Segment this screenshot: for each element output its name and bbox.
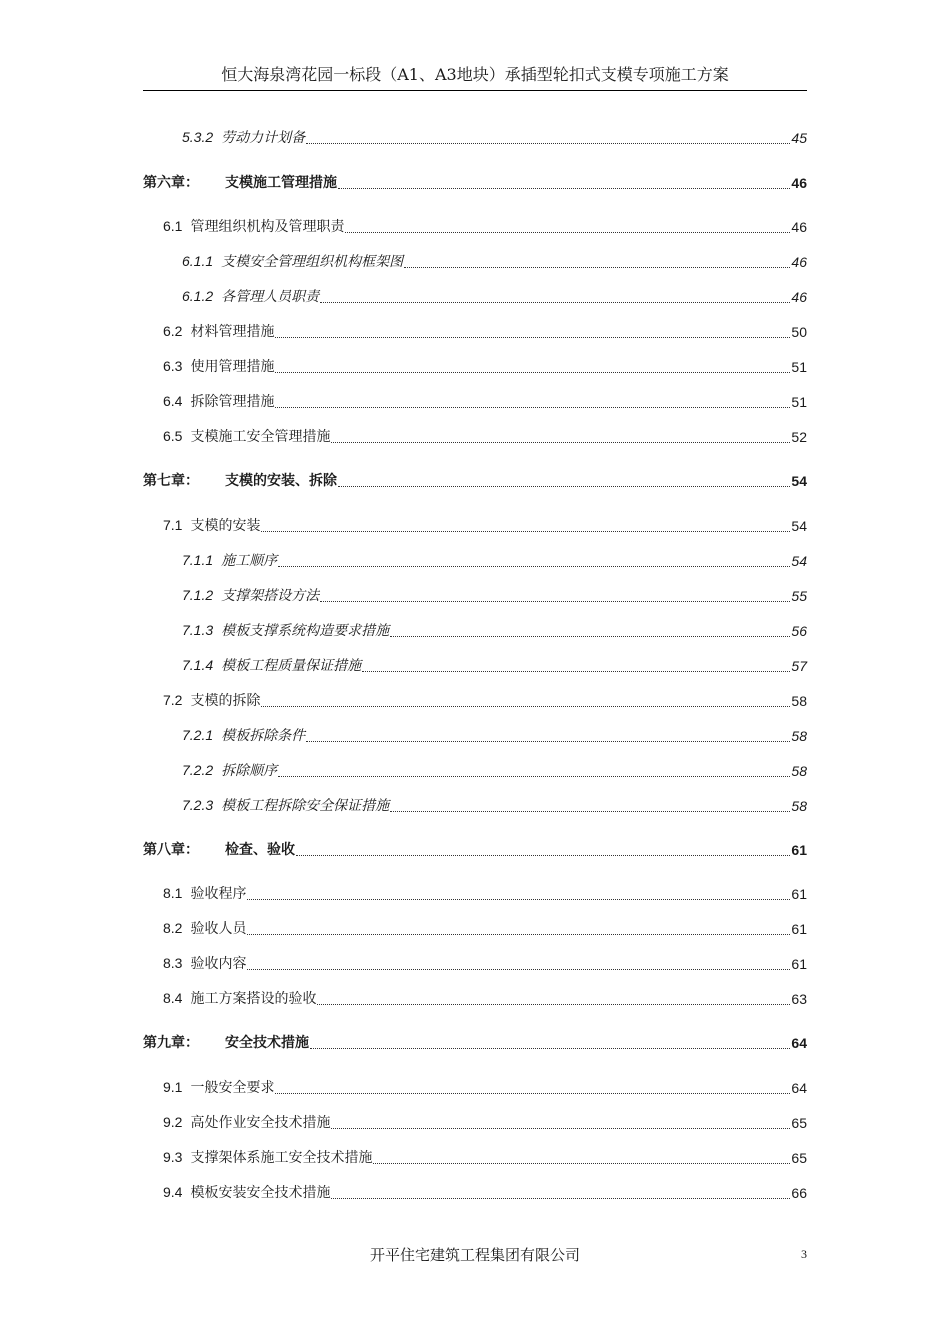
toc-entry-title: 模板工程拆除安全保证措施	[221, 798, 390, 814]
toc-entry-page: 46	[791, 254, 807, 270]
toc-entry[interactable]	[143, 985, 807, 1009]
toc-chapter-entry[interactable]	[143, 169, 807, 193]
toc-dot-leader	[306, 740, 790, 742]
toc-dot-leader	[247, 933, 790, 935]
toc-entry[interactable]	[143, 318, 807, 342]
toc-entry[interactable]	[143, 124, 807, 148]
toc-dot-leader	[306, 142, 790, 144]
toc-entry-label	[143, 172, 337, 193]
toc-entry[interactable]	[143, 353, 807, 377]
toc-entry-number: 6.4	[163, 393, 183, 409]
toc-entry-title: 材料管理措施	[190, 324, 275, 340]
toc-dot-leader	[261, 705, 790, 707]
toc-entry-number: 6.1.1	[182, 253, 214, 269]
footer-company: 开平住宅建筑工程集团有限公司	[369, 1246, 580, 1264]
toc-entry[interactable]	[143, 880, 807, 904]
toc-entry-page: 46	[791, 175, 807, 191]
toc-entry-page: 46	[791, 219, 807, 235]
toc-entry[interactable]	[143, 950, 807, 974]
toc-entry[interactable]	[143, 248, 807, 272]
toc-entry[interactable]	[143, 283, 807, 307]
toc-entry-page: 58	[791, 693, 807, 709]
toc-entry-page: 54	[791, 553, 807, 569]
toc-dot-leader	[390, 810, 790, 812]
toc-chapter-entry[interactable]	[143, 467, 807, 491]
toc-entry-page: 58	[791, 798, 807, 814]
toc-dot-leader	[390, 635, 790, 637]
toc-entry-title: 使用管理措施	[190, 359, 275, 375]
toc-dot-leader	[320, 600, 790, 602]
toc-entry-number: 8.4	[163, 990, 183, 1006]
toc-entry-title: 劳动力计划备	[221, 130, 306, 146]
toc-entry[interactable]	[143, 687, 807, 711]
toc-entry-title: 验收程序	[190, 886, 247, 902]
toc-entry-page: 50	[791, 324, 807, 340]
toc-dot-leader	[331, 441, 790, 443]
toc-entry-label	[143, 470, 337, 491]
toc-entry-title: 管理组织机构及管理职责	[190, 219, 345, 235]
toc-entry-number: 7.2.1	[182, 727, 214, 743]
toc-entry-title: 施工顺序	[221, 553, 278, 569]
toc-dot-leader	[317, 1003, 790, 1005]
toc-dot-leader	[310, 1047, 790, 1049]
toc-entry[interactable]	[143, 547, 807, 571]
toc-dot-leader	[345, 231, 790, 233]
toc-entry-number: 7.2	[163, 692, 183, 708]
document-title: 恒大海泉湾花园一标段（A1、A3地块）承插型轮扣式支模专项施工方案	[221, 65, 729, 84]
toc-entry-label	[182, 127, 305, 148]
toc-dot-leader	[362, 670, 790, 672]
page-number: 3	[801, 1247, 807, 1261]
toc-entry-page: 64	[791, 1080, 807, 1096]
toc-entry-label	[182, 725, 305, 746]
toc-entry-page: 58	[791, 728, 807, 744]
toc-entry-page: 64	[791, 1035, 807, 1051]
toc-entry-number: 7.1.3	[182, 622, 214, 638]
toc-entry-page: 51	[791, 359, 807, 375]
toc-entry[interactable]	[143, 213, 807, 237]
toc-entry-label	[163, 391, 274, 412]
toc-entry-label	[182, 585, 319, 606]
toc-entry-page: 57	[791, 658, 807, 674]
toc-entry[interactable]	[143, 1074, 807, 1098]
toc-dot-leader	[247, 898, 790, 900]
toc-entry-page: 51	[791, 394, 807, 410]
toc-entry-label	[163, 1112, 330, 1133]
toc-entry-title: 一般安全要求	[190, 1080, 275, 1096]
toc-dot-leader	[261, 530, 790, 532]
toc-entry-label	[182, 620, 389, 641]
toc-dot-leader	[331, 1197, 790, 1199]
toc-entry-number: 8.1	[163, 885, 183, 901]
toc-entry-title: 拆除顺序	[221, 763, 278, 779]
toc-entry-title: 模板工程质量保证措施	[221, 658, 362, 674]
toc-entry-label	[163, 216, 344, 237]
toc-entry-page: 61	[791, 921, 807, 937]
toc-entry-title: 支模的拆除	[190, 693, 261, 709]
toc-entry-label	[182, 251, 403, 272]
toc-entry[interactable]	[143, 1179, 807, 1203]
toc-dot-leader	[404, 266, 790, 268]
toc-dot-leader	[373, 1162, 790, 1164]
toc-entry[interactable]	[143, 722, 807, 746]
toc-entry-label	[163, 690, 260, 711]
toc-entry-title: 模板支撑系统构造要求措施	[221, 623, 390, 639]
toc-chapter-entry[interactable]	[143, 836, 807, 860]
toc-entry[interactable]	[143, 617, 807, 641]
toc-entry-number: 第八章：	[143, 841, 199, 857]
toc-entry-title: 拆除管理措施	[190, 394, 275, 410]
toc-entry-label	[182, 795, 389, 816]
page-header	[143, 64, 807, 91]
toc-dot-leader	[278, 775, 790, 777]
toc-entry-title: 模板安装安全技术措施	[190, 1185, 331, 1201]
toc-entry-title: 支模施工管理措施	[225, 175, 337, 191]
toc-entry-number: 第六章：	[143, 174, 199, 190]
toc-entry-number: 7.1	[163, 517, 183, 533]
toc-entry-number: 7.1.4	[182, 657, 214, 673]
toc-entry-label	[163, 883, 246, 904]
toc-entry-number: 6.3	[163, 358, 183, 374]
toc-entry-page: 61	[791, 956, 807, 972]
toc-entry-number: 6.1	[163, 218, 183, 234]
toc-entry-page: 66	[791, 1185, 807, 1201]
toc-entry-title: 模板拆除条件	[221, 728, 306, 744]
toc-entry-label	[163, 988, 316, 1009]
toc-entry-page: 54	[791, 473, 807, 489]
toc-entry-number: 第九章：	[143, 1034, 199, 1050]
toc-dot-leader	[331, 1127, 790, 1129]
toc-entry-page: 63	[791, 991, 807, 1007]
toc-entry-label	[163, 1182, 330, 1203]
toc-dot-leader	[275, 371, 790, 373]
toc-entry-number: 7.2.3	[182, 797, 214, 813]
toc-entry-page: 65	[791, 1150, 807, 1166]
toc-entry-title: 支模的安装	[190, 518, 261, 534]
toc-entry-title: 检查、验收	[225, 842, 295, 858]
toc-entry[interactable]	[143, 512, 807, 536]
toc-entry[interactable]	[143, 1109, 807, 1133]
toc-entry-page: 56	[791, 623, 807, 639]
toc-entry-number: 第七章：	[143, 472, 199, 488]
toc-entry-page: 65	[791, 1115, 807, 1131]
toc-entry[interactable]	[143, 1144, 807, 1168]
toc-entry-number: 9.1	[163, 1079, 183, 1095]
toc-dot-leader	[278, 565, 790, 567]
toc-dot-leader	[296, 854, 790, 856]
toc-entry[interactable]	[143, 915, 807, 939]
toc-entry[interactable]	[143, 582, 807, 606]
toc-entry-label	[182, 550, 277, 571]
toc-entry-title: 各管理人员职责	[221, 289, 320, 305]
toc-entry-number: 5.3.2	[182, 129, 214, 145]
toc-entry-label	[163, 356, 274, 377]
toc-entry-label	[163, 918, 246, 939]
toc-entry-number: 6.5	[163, 428, 183, 444]
toc-entry-number: 7.1.2	[182, 587, 214, 603]
toc-entry-page: 55	[791, 588, 807, 604]
toc-entry-label	[182, 760, 277, 781]
toc-entry-label	[163, 321, 274, 342]
toc-entry-label	[163, 426, 330, 447]
toc-entry-page: 54	[791, 518, 807, 534]
toc-entry-number: 9.2	[163, 1114, 183, 1130]
toc-entry-label	[163, 515, 260, 536]
toc-entry-title: 支撑架体系施工安全技术措施	[190, 1150, 373, 1166]
toc-entry[interactable]	[143, 388, 807, 412]
toc-entry-title: 高处作业安全技术措施	[190, 1115, 331, 1131]
toc-entry-number: 6.1.2	[182, 288, 214, 304]
toc-dot-leader	[275, 406, 790, 408]
toc-entry-number: 9.3	[163, 1149, 183, 1165]
toc-chapter-entry[interactable]	[143, 1029, 807, 1053]
toc-dot-leader	[338, 485, 790, 487]
toc-entry-number: 8.2	[163, 920, 183, 936]
toc-entry-page: 52	[791, 429, 807, 445]
toc-dot-leader	[275, 1092, 790, 1094]
toc-entry-title: 支模施工安全管理措施	[190, 429, 331, 445]
toc-entry[interactable]	[143, 792, 807, 816]
toc-entry-number: 7.2.2	[182, 762, 214, 778]
toc-entry[interactable]	[143, 757, 807, 781]
toc-entry-title: 支模安全管理组织机构框架图	[221, 254, 404, 270]
toc-entry-page: 61	[791, 842, 807, 858]
toc-entry-title: 安全技术措施	[225, 1035, 309, 1051]
toc-dot-leader	[320, 301, 790, 303]
toc-entry-label	[163, 1077, 274, 1098]
toc-entry-title: 支撑架搭设方法	[221, 588, 320, 604]
toc-entry-number: 6.2	[163, 323, 183, 339]
toc-entry-page: 46	[791, 289, 807, 305]
toc-entry-title: 验收内容	[190, 956, 247, 972]
toc-dot-leader	[275, 336, 790, 338]
toc-entry-label	[143, 839, 295, 860]
toc-entry-title: 支模的安装、拆除	[225, 473, 337, 489]
toc-entry-number: 9.4	[163, 1184, 183, 1200]
toc-entry-title: 施工方案搭设的验收	[190, 991, 317, 1007]
toc-dot-leader	[247, 968, 790, 970]
toc-entry-number: 7.1.1	[182, 552, 214, 568]
toc-entry-number: 8.3	[163, 955, 183, 971]
toc-entry-title: 验收人员	[190, 921, 247, 937]
toc-entry-label	[163, 953, 246, 974]
toc-entry-label	[182, 286, 319, 307]
toc-entry[interactable]	[143, 652, 807, 676]
toc-entry-label	[143, 1032, 309, 1053]
toc-entry-page: 58	[791, 763, 807, 779]
toc-entry-label	[163, 1147, 372, 1168]
toc-entry-page: 61	[791, 886, 807, 902]
toc-dot-leader	[338, 187, 790, 189]
toc-entry-label	[182, 655, 361, 676]
toc-entry-page: 45	[791, 130, 807, 146]
toc-entry[interactable]	[143, 423, 807, 447]
